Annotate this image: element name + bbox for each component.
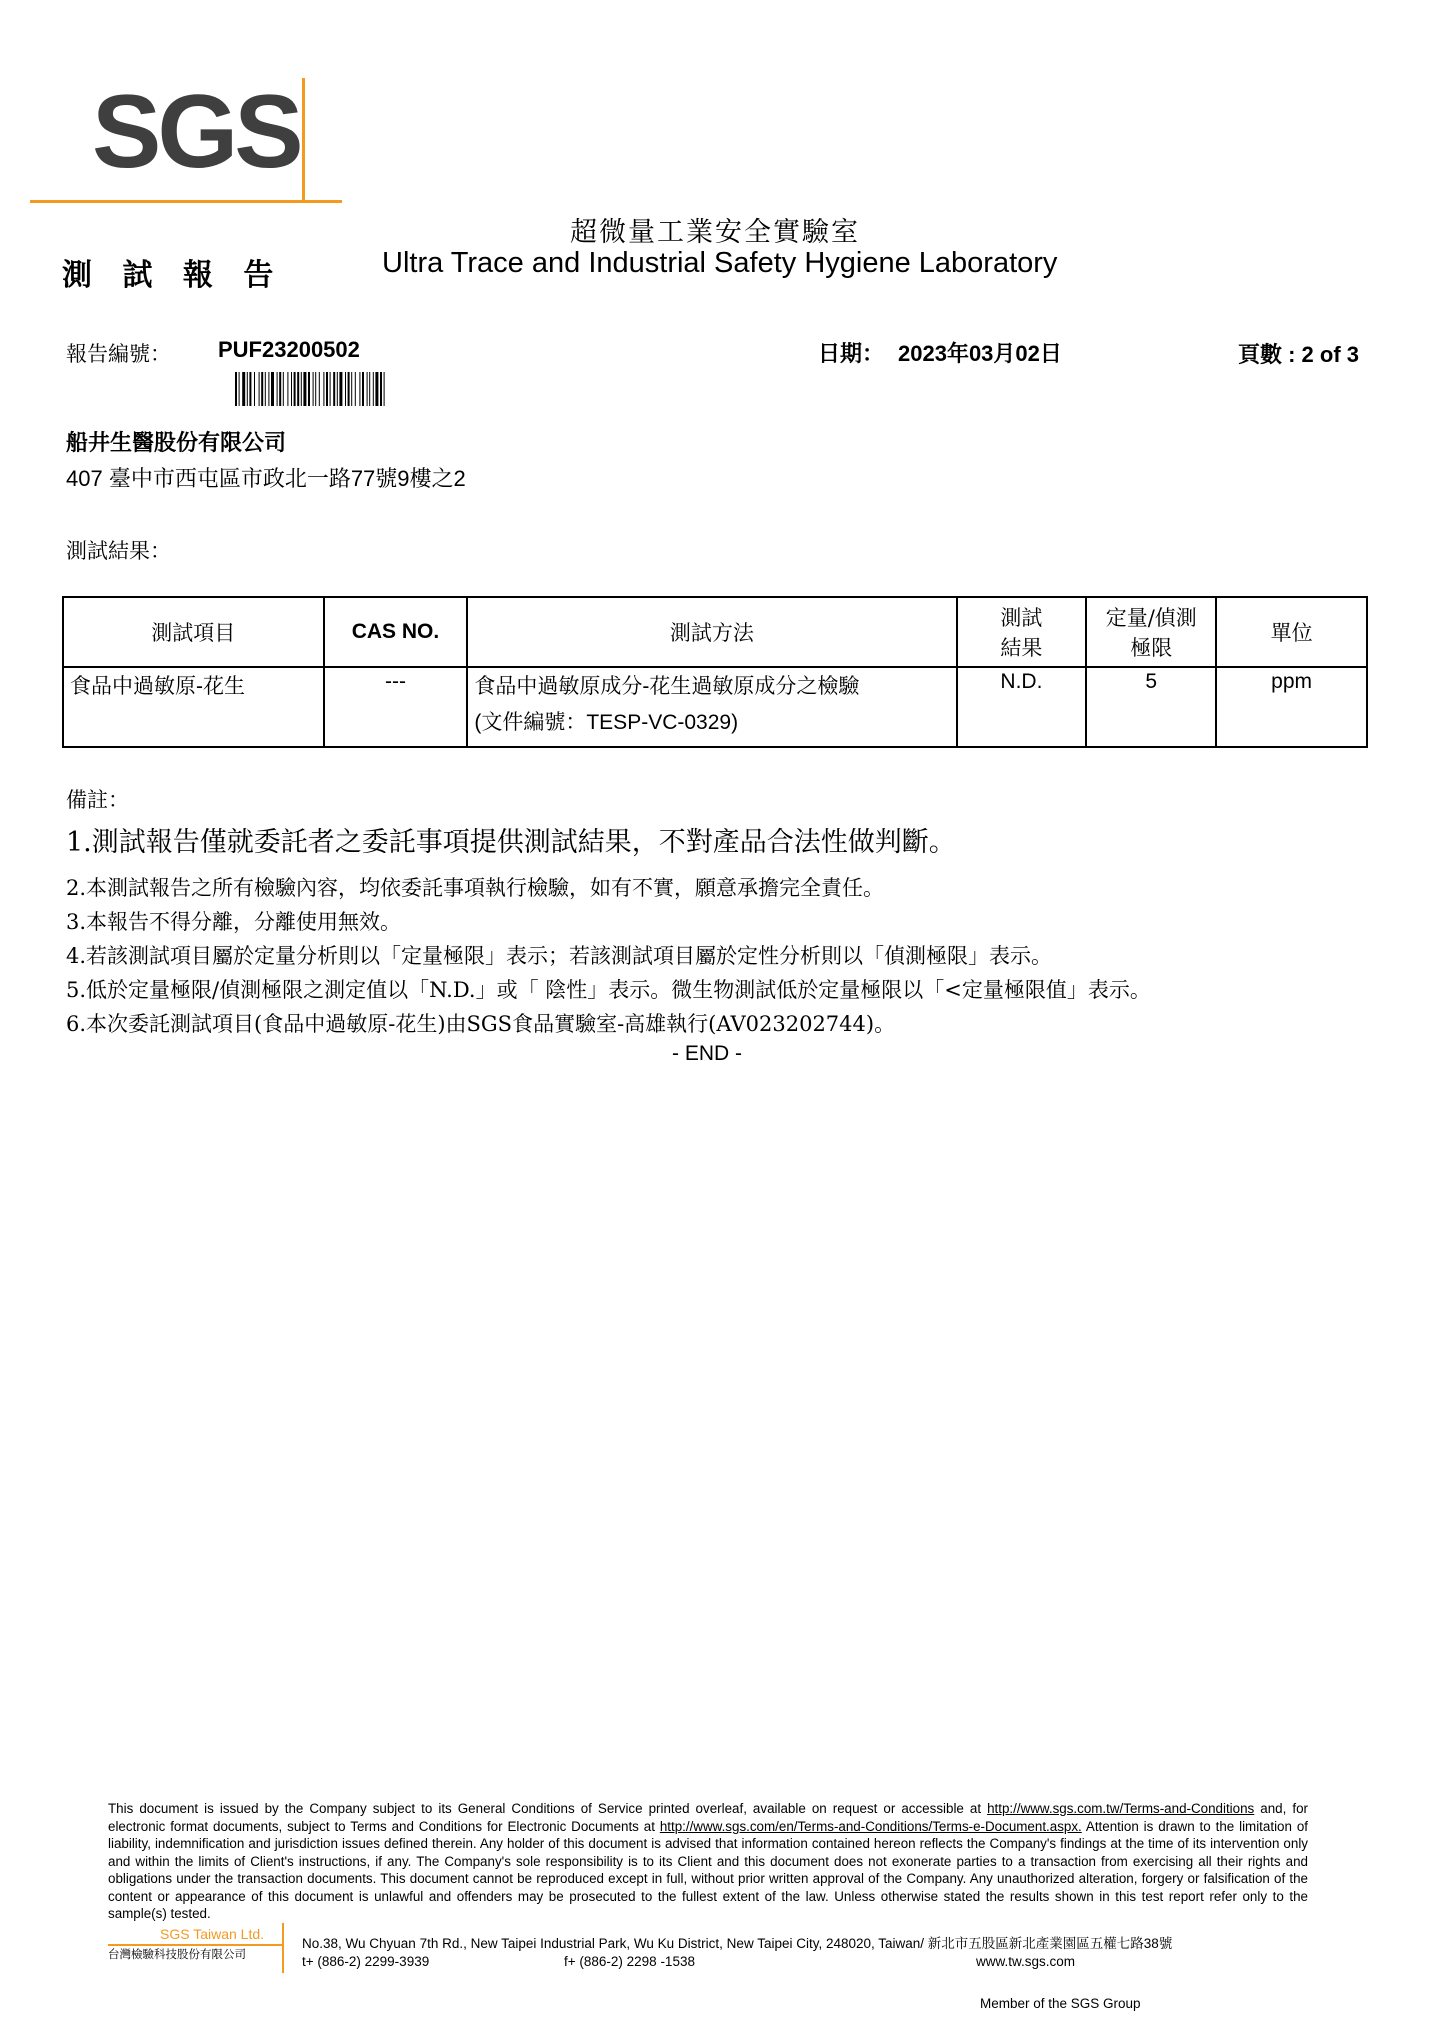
client-address: 407 臺中市西屯區市政北一路77號9樓之2 <box>66 466 466 491</box>
cell-method-line2: (文件編號：TESP-VC-0329) <box>474 711 739 734</box>
note-item-6: 6.本次委託測試項目(食品中過敏原-花生)由SGS食品實驗室-高雄執行(AV023202744)。 <box>66 1012 896 1036</box>
cell-result: N.D. <box>957 667 1087 747</box>
note-item-3: 3.本報告不得分離，分離使用無效。 <box>66 910 402 934</box>
cell-unit: ppm <box>1216 667 1367 747</box>
cell-test-method <box>467 667 956 747</box>
e-document-terms-link[interactable]: http://www.sgs.com/en/Terms-and-Conditions/Terms-e-Document.aspx. <box>659 1818 1082 1834</box>
note-item-2: 2.本測試報告之所有檢驗內容，均依委託事項執行檢驗，如有不實，願意承擔完全責任。 <box>66 876 885 900</box>
note-item-4: 4.若該測試項目屬於定量分析則以「定量極限」表示；若該測試項目屬於定性分析則以「偵測極限」表示。 <box>66 944 1053 968</box>
cell-test-item: 食品中過敏原-花生 <box>63 667 324 747</box>
company-name-en: SGS Taiwan Ltd. <box>160 1926 265 1942</box>
disclaimer-part-2: and, for electronic format documents, subject to Terms and Conditions for Electronic Documents at <box>108 1801 1309 1834</box>
notes-label: 備註： <box>66 788 129 812</box>
date-label: 日期： <box>818 341 885 366</box>
cell-cas-no: --- <box>324 667 468 747</box>
table-header-row <box>63 597 1367 667</box>
results-table <box>62 596 1368 748</box>
header-limit-line2: 極限 <box>1130 636 1173 660</box>
header-test-result <box>957 597 1087 667</box>
disclaimer-part-1: This document is issued by the Company subject to its General Conditions of Service printed overleaf, available on request or accessible at <box>108 1801 988 1816</box>
barcode-image <box>235 372 497 406</box>
header-test-item: 測試項目 <box>63 597 324 667</box>
table-row <box>63 667 1367 747</box>
company-name-zh: 台灣檢驗科技股份有限公司 <box>108 1947 246 1961</box>
company-address: No.38, Wu Chyuan 7th Rd., New Taipei Industrial Park, Wu Ku District, New Taipei City, 248020, Taiwan/ 新北市五股區新北產業園區五權七路38號 <box>302 1936 1173 1951</box>
cell-limit: 5 <box>1086 667 1216 747</box>
note-item-5: 5.低於定量極限/偵測極限之測定值以「N.D.」或「 陰性」表示。微生物測試低於定量極限以「<定量極限值」表示。 <box>66 978 1151 1002</box>
report-no: PUF23200502 <box>218 337 360 362</box>
sgs-logo: SGS <box>92 74 300 190</box>
header-limit <box>1086 597 1216 667</box>
results-label: 測試結果： <box>66 539 171 563</box>
header-result-line1: 測試 <box>1000 606 1043 630</box>
date-value: 2023年03月02日 <box>898 341 1062 366</box>
company-website[interactable]: www.tw.sgs.com <box>976 1954 1076 1969</box>
terms-link[interactable]: http://www.sgs.com.tw/Terms-and-Conditions <box>987 1801 1255 1816</box>
disclaimer-part-3: Attention is drawn to the limitation of liability, indemnification and jurisdiction issues defined therein. Any holder of this document is advised that information contained hereon reflects the Company's findings at the time of its intervention only and within the limits of Client's instructions, if any. The Company's sole responsibility is to its Client and this document does not exonerate parties to a transaction from exercising all their rights and obligations under the transaction documents. This document cannot be reproduced except in full, without prior written approval of the Company. Any unauthorized alteration, forgery or falsification of the content or appearance of this document is unlawful and offenders may be prosecuted to the fullest extent of the law. Unless otherwise stated the results shown in this test report refer only to the sample(s) tested. <box>108 1818 1308 1921</box>
lab-name-en: Ultra Trace and Industrial Safety Hygiene Laboratory <box>382 247 1058 279</box>
logo-accent-horizontal-line <box>30 200 342 203</box>
header-test-method: 測試方法 <box>467 597 956 667</box>
note-item-1: 1.測試報告僅就委託者之委託事項提供測試結果，不對產品合法性做判斷。 <box>66 827 956 858</box>
report-title: 測 試 報 告 <box>62 258 284 293</box>
lab-name-zh: 超微量工業安全實驗室 <box>570 217 860 248</box>
header-limit-line1: 定量/偵測 <box>1105 606 1197 630</box>
page-count: 頁數 : 2 of 3 <box>1238 342 1360 367</box>
footer-accent-horizontal-line <box>108 1944 284 1946</box>
footer-accent-vertical-line <box>282 1923 284 1973</box>
end-mark: - END - <box>672 1042 742 1065</box>
cell-method-line1: 食品中過敏原成分-花生過敏原成分之檢驗 <box>474 675 860 698</box>
report-no-label: 報告編號： <box>66 342 171 366</box>
footer-disclaimer <box>108 1800 1308 1923</box>
header-unit: 單位 <box>1216 597 1367 667</box>
company-fax: f+ (886-2) 2298 -1538 <box>564 1954 695 1969</box>
company-phone: t+ (886-2) 2299-3939 <box>302 1954 430 1969</box>
logo-accent-vertical-line <box>302 78 305 200</box>
header-result-line2: 結果 <box>1000 636 1043 660</box>
header-cas-no: CAS NO. <box>324 597 468 667</box>
sgs-group-member: Member of the SGS Group <box>980 1996 1141 2011</box>
client-name: 船井生醫股份有限公司 <box>66 430 287 455</box>
